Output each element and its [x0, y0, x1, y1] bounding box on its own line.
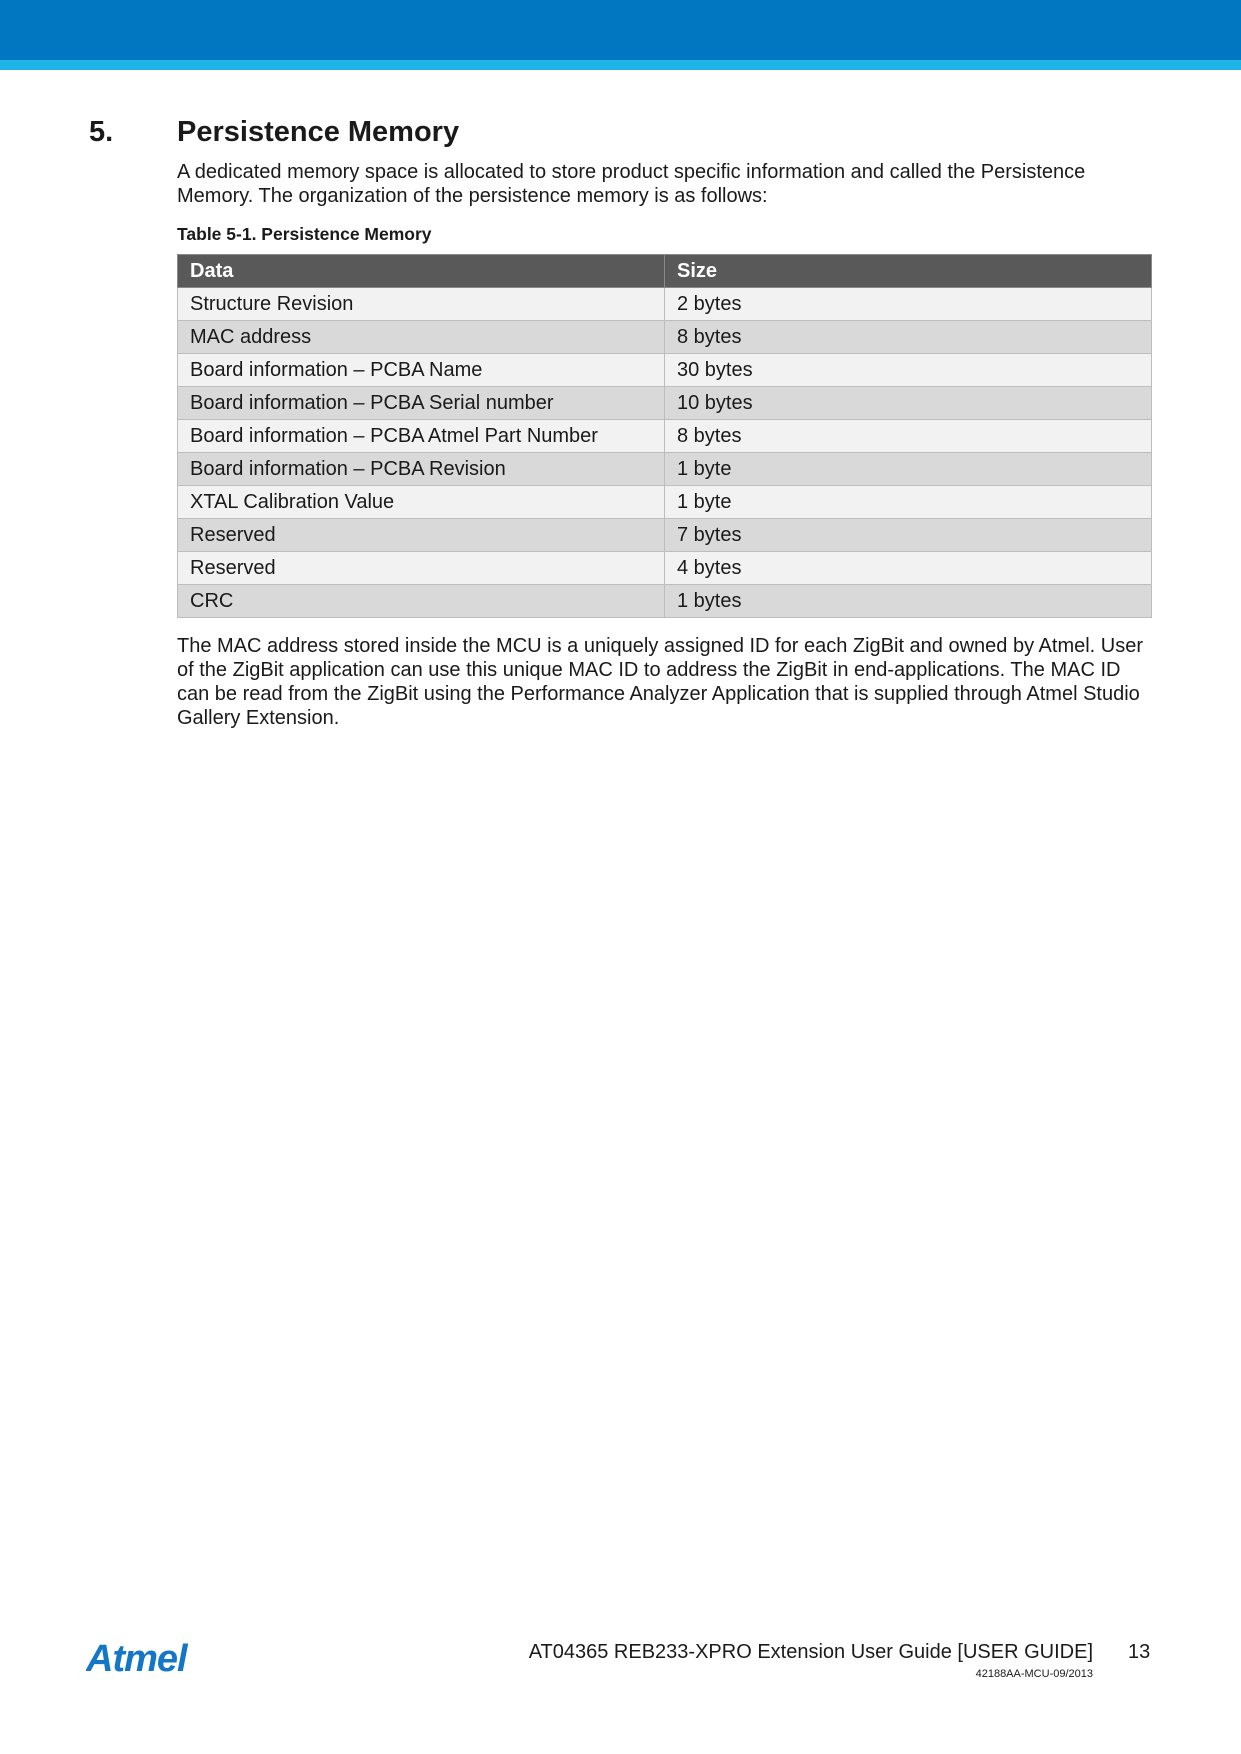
- body-paragraph: The MAC address stored inside the MCU is a uniquely assigned ID for each ZigBit and owned by Atmel. User of the ZigBit application can use this unique MAC ID to address the ZigBit in end-applications. The MAC ID can be read from the ZigBit using the Performance Analyzer Application that is supplied through Atmel Studio Gallery Extension.: [177, 635, 1144, 729]
- table-row: [178, 486, 1152, 519]
- row-size: 30 bytes: [665, 354, 1152, 387]
- row-data: Reserved: [178, 519, 665, 552]
- header-stripe: [0, 60, 1241, 70]
- persistence-memory-table: [177, 254, 1152, 618]
- table-caption: Table 5-1. Persistence Memory: [177, 224, 432, 244]
- table-row: [178, 453, 1152, 486]
- row-data: Board information – PCBA Serial number: [178, 387, 665, 420]
- table-row: [178, 288, 1152, 321]
- row-size: 1 bytes: [665, 585, 1152, 618]
- row-size: 2 bytes: [665, 288, 1152, 321]
- footer-doc-code: 42188AA-MCU-09/2013: [975, 1668, 1093, 1680]
- table-row: [178, 321, 1152, 354]
- row-size: 10 bytes: [665, 387, 1152, 420]
- row-data: XTAL Calibration Value: [178, 486, 665, 519]
- row-size: 8 bytes: [665, 420, 1152, 453]
- row-data: Board information – PCBA Name: [178, 354, 665, 387]
- row-size: 1 byte: [665, 453, 1152, 486]
- table-row: [178, 552, 1152, 585]
- header-data: Data: [178, 255, 665, 288]
- row-size: 1 byte: [665, 486, 1152, 519]
- row-size: 8 bytes: [665, 321, 1152, 354]
- table-row: [178, 585, 1152, 618]
- row-size: 4 bytes: [665, 552, 1152, 585]
- footer-page-number: 13: [1128, 1641, 1151, 1663]
- row-size: 7 bytes: [665, 519, 1152, 552]
- section-number: 5.: [89, 116, 114, 148]
- table-header-row: [178, 255, 1152, 288]
- row-data: Board information – PCBA Atmel Part Number: [178, 420, 665, 453]
- intro-paragraph: A dedicated memory space is allocated to store product specific information and called the Persistence Memory. The organization of the persistence memory is as follows:: [177, 161, 1086, 207]
- footer-doc-title: AT04365 REB233-XPRO Extension User Guide [USER GUIDE]: [528, 1641, 1093, 1663]
- row-data: Board information – PCBA Revision: [178, 453, 665, 486]
- section-title: Persistence Memory: [177, 116, 460, 148]
- svg-text:Atmel: Atmel: [86, 1638, 187, 1679]
- atmel-logo: [86, 1637, 210, 1679]
- row-data: Structure Revision: [178, 288, 665, 321]
- row-data: Reserved: [178, 552, 665, 585]
- table-row: [178, 387, 1152, 420]
- table-row: [178, 354, 1152, 387]
- row-data: MAC address: [178, 321, 665, 354]
- table-row: [178, 519, 1152, 552]
- header-band: [0, 0, 1241, 60]
- row-data: CRC: [178, 585, 665, 618]
- table-row: [178, 420, 1152, 453]
- header-size: Size: [665, 255, 1152, 288]
